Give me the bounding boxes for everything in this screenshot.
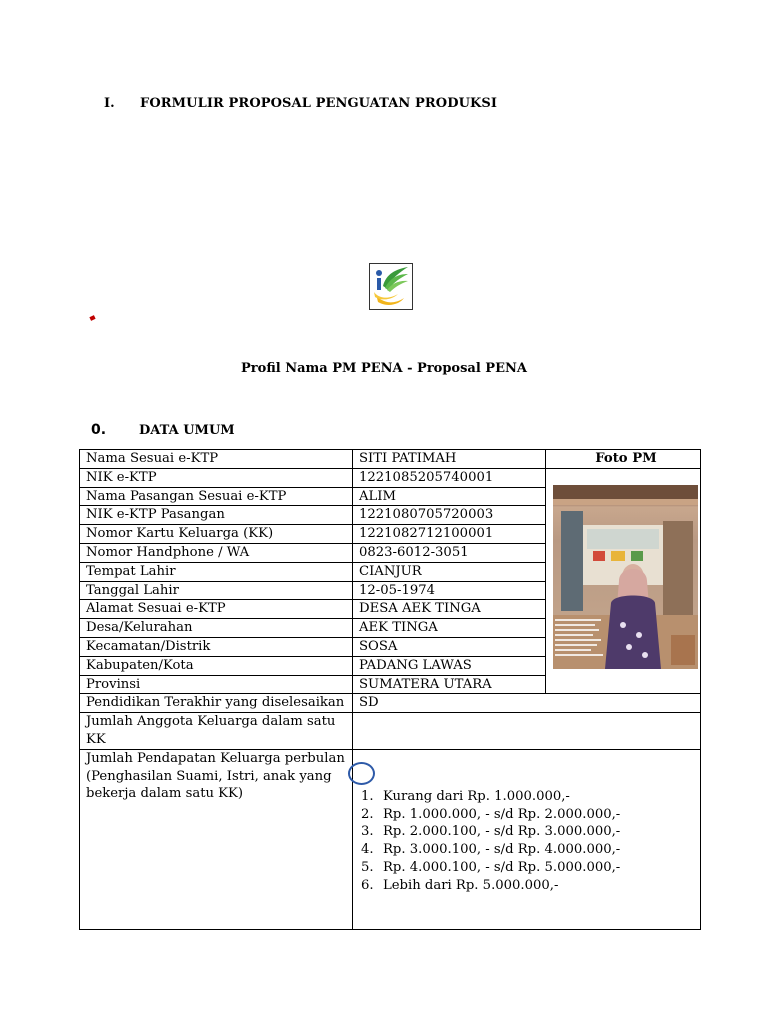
row-label: Nama Pasangan Sesuai e-KTP (80, 487, 353, 506)
photo-header: Foto PM (546, 450, 701, 469)
section-name: DATA UMUM (139, 423, 235, 438)
income-note: (Penghasilan Suami, Istri, anak yang bekerja dalam satu KK) (86, 768, 332, 802)
row-label: Provinsi (80, 675, 353, 694)
table-row (80, 694, 701, 713)
organization-logo-icon (369, 263, 413, 310)
list-item: 2. Rp. 1.000.000, - s/d Rp. 2.000.000,- (361, 806, 621, 822)
row-label: Alamat Sesuai e-KTP (80, 600, 353, 619)
row-value: AEK TINGA (353, 619, 546, 638)
section-title (91, 422, 235, 438)
row-label: Tanggal Lahir (80, 581, 353, 600)
row-value: 1221082712100001 (353, 525, 546, 544)
row-label: Desa/Kelurahan (80, 619, 353, 638)
row-value: PADANG LAWAS (353, 656, 546, 675)
row-value: SITI PATIMAH (353, 450, 546, 469)
row-value: 12-05-1974 (353, 581, 546, 600)
family-members-value (353, 713, 701, 750)
income-label: Jumlah Pendapatan Keluarga perbulan (86, 750, 345, 766)
row-label: NIK e-KTP Pasangan (80, 506, 353, 525)
pm-photo (553, 485, 698, 669)
table-row (80, 450, 701, 469)
income-options-cell (353, 749, 701, 929)
row-value: ALIM (353, 487, 546, 506)
row-value: 1221085205740001 (353, 468, 546, 487)
income-options (359, 788, 700, 895)
row-value: CIANJUR (353, 562, 546, 581)
list-item: 1. Kurang dari Rp. 1.000.000,- (361, 788, 570, 804)
general-data-table (79, 449, 701, 930)
row-value: SUMATERA UTARA (353, 675, 701, 694)
heading-number: I. (104, 96, 115, 111)
education-label: Pendidikan Terakhir yang diselesaikan (80, 694, 353, 713)
row-value: SOSA (353, 637, 546, 656)
row-value: DESA AEK TINGA (353, 600, 546, 619)
income-label-cell (80, 749, 353, 929)
heading-title: FORMULIR PROPOSAL PENGUATAN PRODUKSI (140, 96, 498, 111)
red-mark (89, 315, 95, 321)
profile-title: Profil Nama PM PENA - Proposal PENA (241, 361, 527, 376)
row-label: Nomor Kartu Keluarga (KK) (80, 525, 353, 544)
photo-cell (546, 468, 701, 694)
list-item: 5. Rp. 4.000.100, - s/d Rp. 5.000.000,- (361, 859, 621, 875)
row-label: Kecamatan/Distrik (80, 637, 353, 656)
table-row (80, 749, 701, 929)
family-members-label: Jumlah Anggota Keluarga dalam satu KK (80, 713, 353, 750)
list-item: 3. Rp. 2.000.100, - s/d Rp. 3.000.000,- (361, 824, 621, 840)
selection-circle (348, 762, 375, 785)
row-value: 1221080705720003 (353, 506, 546, 525)
row-label: Nama Sesuai e-KTP (80, 450, 353, 469)
section-number: 0. (91, 422, 107, 438)
row-label: NIK e-KTP (80, 468, 353, 487)
form-heading (104, 96, 497, 111)
row-value: 0823-6012-3051 (353, 543, 546, 562)
education-value: SD (353, 694, 701, 713)
table-row (80, 468, 701, 487)
row-label: Nomor Handphone / WA (80, 543, 353, 562)
row-label: Kabupaten/Kota (80, 656, 353, 675)
table-row (80, 713, 701, 750)
row-label: Tempat Lahir (80, 562, 353, 581)
list-item: 6. Lebih dari Rp. 5.000.000,- (361, 877, 559, 893)
list-item: 4. Rp. 3.000.100, - s/d Rp. 4.000.000,- (361, 842, 621, 858)
